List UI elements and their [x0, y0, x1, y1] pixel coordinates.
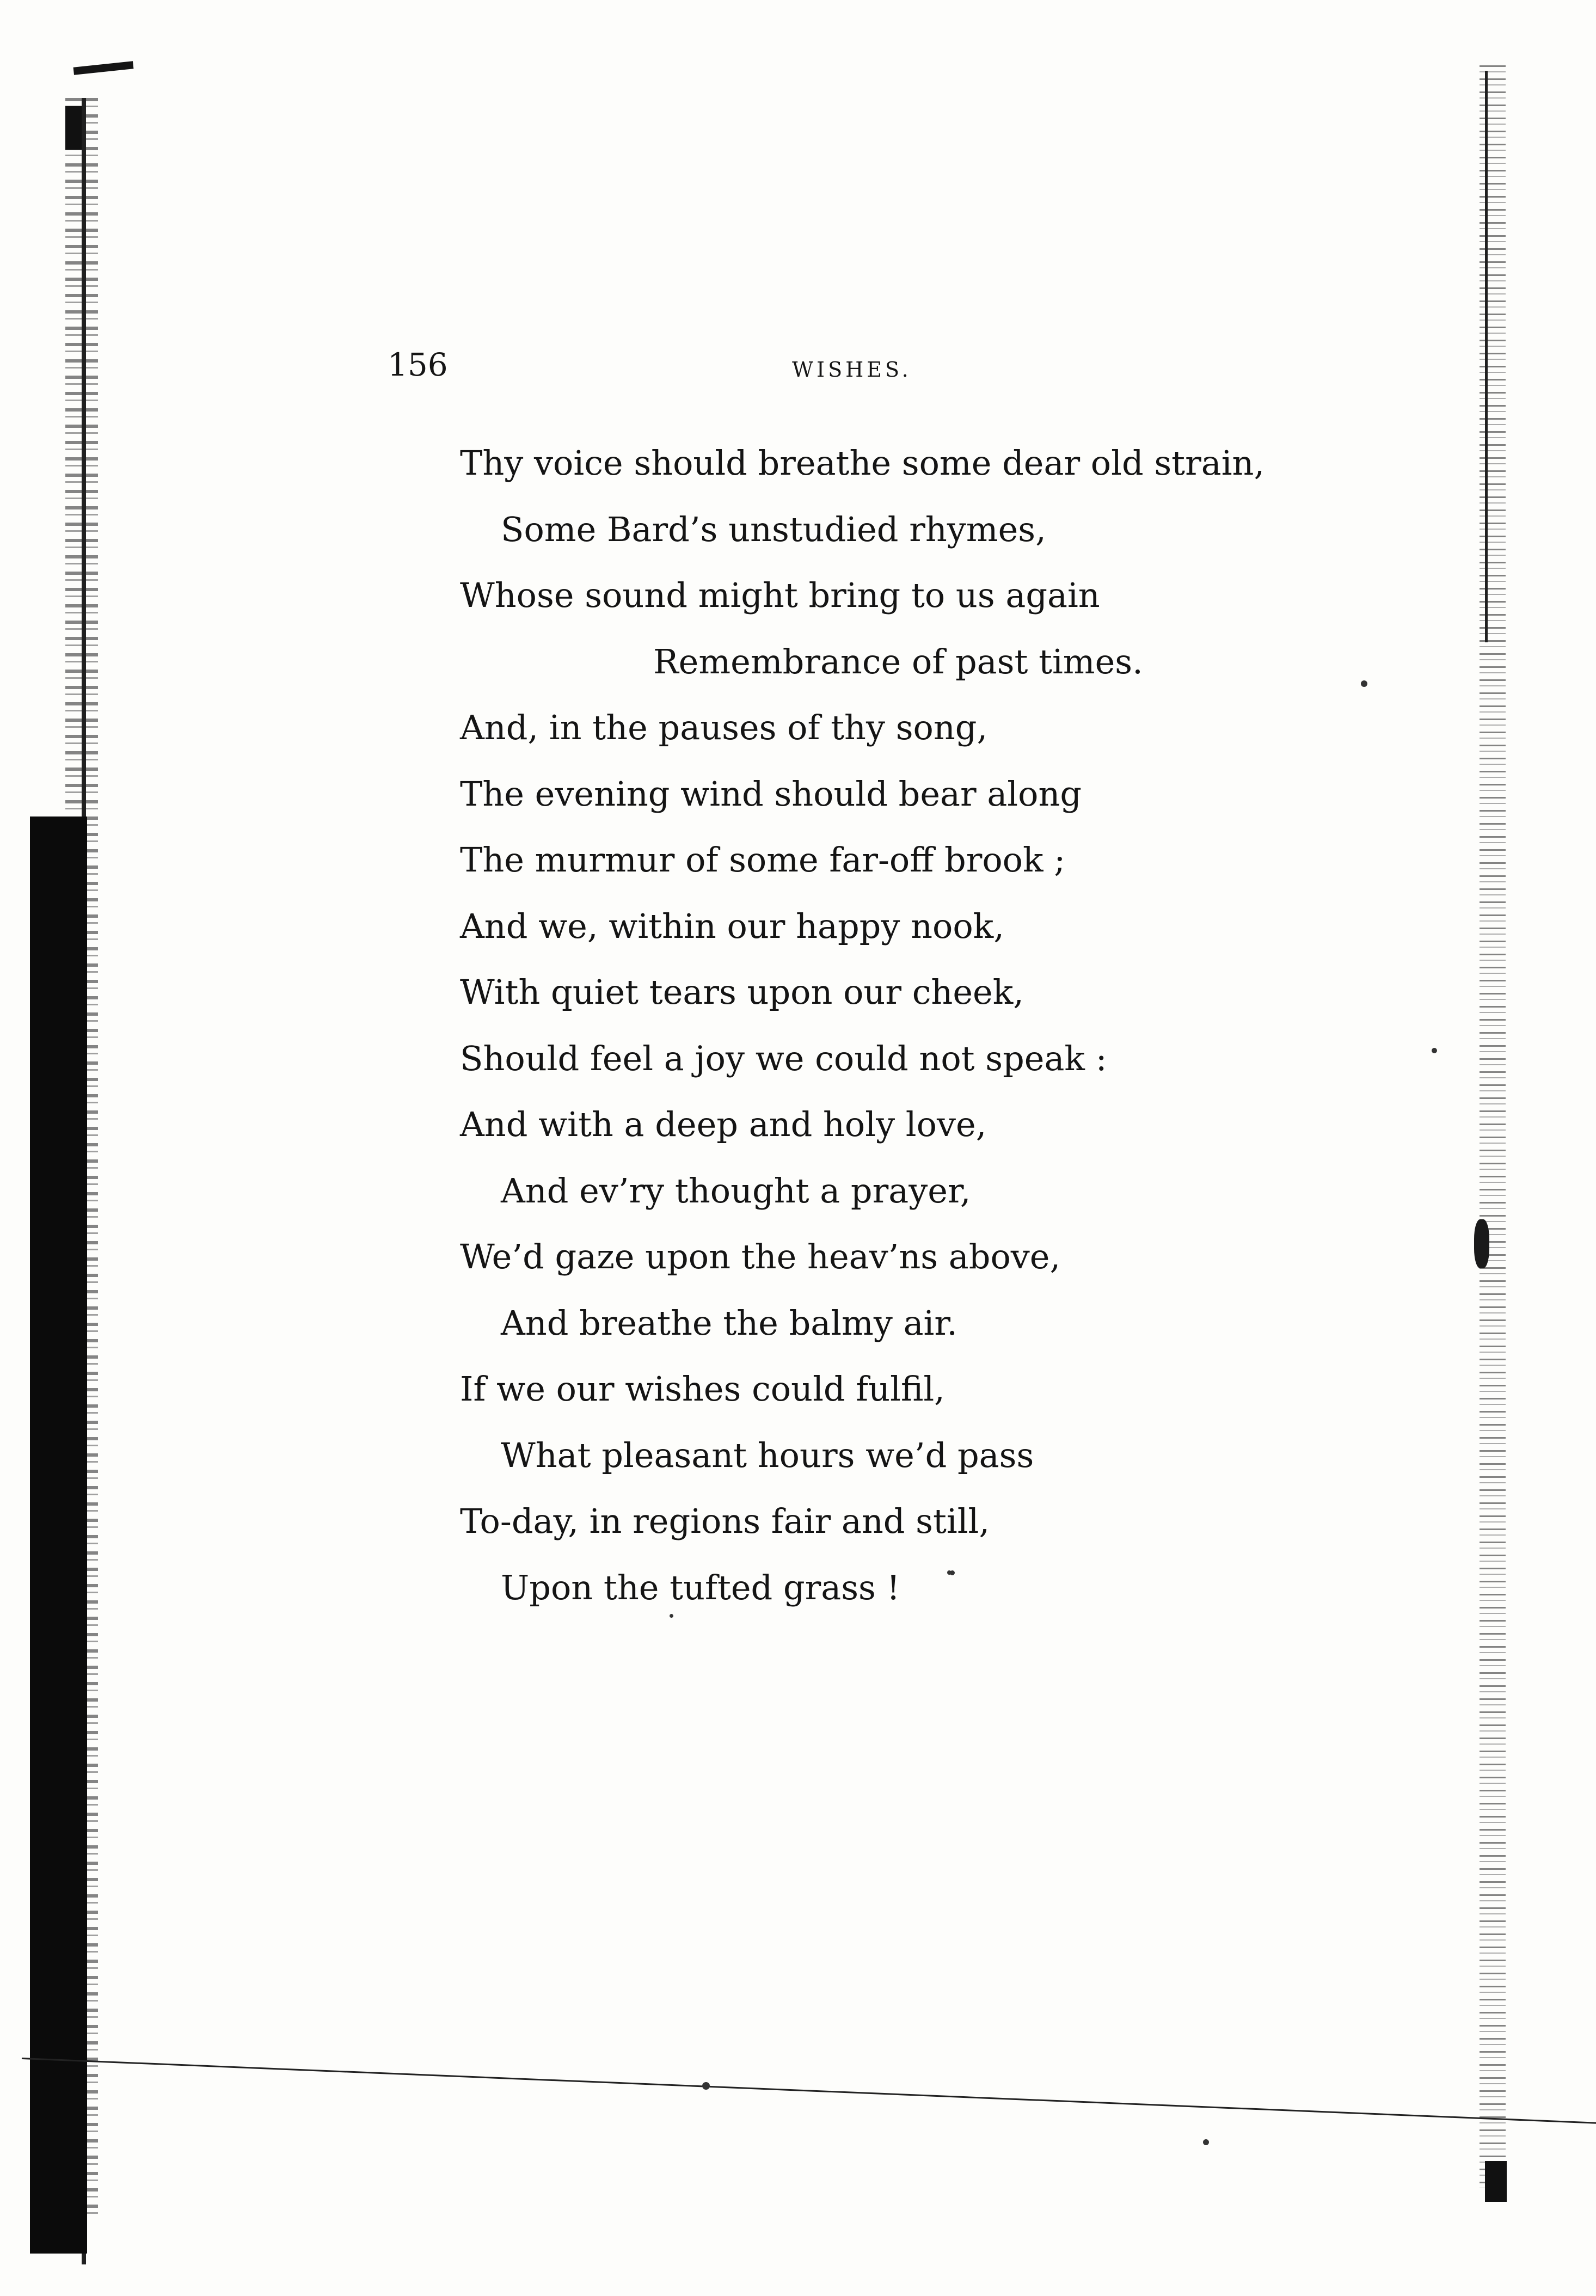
dust-speck: [702, 2082, 710, 2090]
poem-line: Some Bard’s unstudied rhymes,: [501, 509, 1046, 549]
dust-speck: [1361, 680, 1367, 687]
poem-line: And with a deep and holy love,: [460, 1104, 987, 1144]
dust-speck: [1432, 1048, 1437, 1053]
poem-line: And, in the pauses of thy song,: [460, 708, 988, 747]
poem-line: And breathe the balmy air.: [501, 1303, 957, 1343]
poem-line: The evening wind should bear along: [460, 773, 1082, 814]
binding-dark-edge: [30, 817, 87, 2254]
poem-line: With quiet tears upon our cheek,: [460, 972, 1024, 1012]
poem-line: Whose sound might bring to us again: [460, 575, 1100, 615]
dust-speck: [1203, 2139, 1209, 2145]
poem-text: [460, 430, 1331, 1620]
poem-line: We’d gaze upon the heav’ns above,: [460, 1237, 1061, 1276]
scan-ink-mark: [73, 61, 134, 75]
poem-line: Should feel a joy we could not speak :: [460, 1038, 1107, 1078]
poem-line: If we our wishes could fulfil,: [460, 1369, 945, 1409]
ink-blot: [1485, 2161, 1507, 2202]
page-number: 156: [388, 346, 448, 383]
poem-line: And ev’ry thought a prayer,: [501, 1170, 971, 1211]
poem-line: Upon the tufted grass !: [501, 1567, 900, 1607]
page-edge-line: [1485, 71, 1488, 642]
running-head: WISHES.: [792, 358, 912, 382]
scan-artifact-line: [22, 2058, 1596, 2124]
poem-line: What pleasant hours we’d pass: [501, 1435, 1034, 1475]
poem-line: The murmur of some far-off brook ;: [460, 840, 1066, 880]
poem-line: Remembrance of past times.: [653, 641, 1143, 682]
poem-line: Thy voice should breathe some dear old strain,: [460, 443, 1265, 483]
page-edge-speckle: [1480, 65, 1506, 2188]
ink-blot: [1474, 1219, 1489, 1268]
binding-ink-block: [65, 106, 82, 150]
poem-line: To-day, in regions fair and still,: [460, 1501, 990, 1541]
poem-line: And we, within our happy nook,: [460, 906, 1004, 946]
